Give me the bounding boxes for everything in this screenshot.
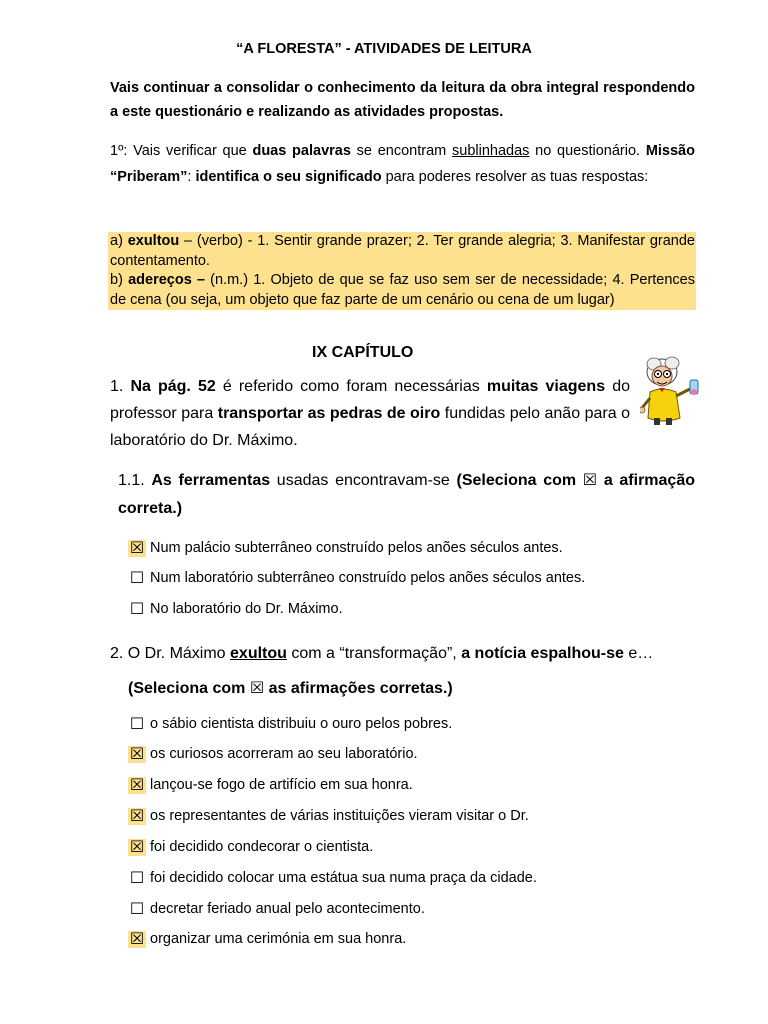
checked-box-icon[interactable]: ☒ [129, 808, 145, 825]
q2-option[interactable] [128, 929, 406, 949]
q2-option[interactable] [128, 744, 418, 764]
empty-box-icon[interactable]: ☐ [129, 601, 145, 618]
option-label: foi decidido condecorar o cientista. [150, 839, 374, 855]
empty-box-icon[interactable]: ☐ [129, 901, 145, 918]
q1-page-ref: Na pág. 52 [130, 378, 216, 395]
checked-box-icon[interactable]: ☒ [129, 839, 145, 856]
q11-option[interactable] [128, 599, 343, 619]
checked-box-icon[interactable]: ☒ [129, 931, 145, 948]
option-label: No laboratório do Dr. Máximo. [150, 601, 343, 617]
q2-option[interactable] [128, 837, 373, 857]
q11-option[interactable] [128, 568, 585, 588]
empty-box-icon[interactable]: ☐ [129, 870, 145, 887]
option-label: os representantes de várias instituições vieram visitar o Dr. [150, 808, 529, 824]
q1-text-c: é referido como foram necessárias [215, 378, 487, 395]
q11-option[interactable] [128, 538, 563, 558]
empty-box-icon[interactable]: ☐ [129, 570, 145, 587]
question-2 [110, 643, 653, 665]
q1-text-g: fundidas pelo anão para o laboratório do Dr. Máximo. [110, 405, 631, 449]
definition-aderecos [110, 271, 695, 310]
q1-text-e: do professor para [110, 378, 630, 422]
option-label: o sábio cientista distribuiu o ouro pelos pobres. [150, 716, 453, 732]
chapter-heading: IX CAPÍTULO [312, 344, 414, 361]
def-b-prefix: b) [110, 272, 129, 288]
option-label: Num laboratório subterrâneo construído pelos anões séculos antes. [150, 570, 586, 586]
option-label: foi decidido colocar uma estátua sua numa praça da cidade. [150, 870, 537, 886]
p1-identify: identifica o seu significado [195, 168, 382, 185]
option-label: decretar feriado anual pelo acontecimento. [150, 901, 425, 917]
scientist-illustration [640, 352, 710, 427]
q2-option[interactable] [128, 775, 413, 795]
option-label: os curiosos acorreram ao seu laboratório. [150, 746, 418, 762]
checked-box-icon[interactable]: ☒ [129, 746, 145, 763]
q2-text-a: 2. O Dr. Máximo [110, 645, 231, 662]
p1-text-i: para poderes resolver as tuas respostas: [381, 168, 649, 185]
intro-paragraph: Vais continuar a consolidar o conhecimento da leitura da obra integral respondendo a este questionário e realizando as atividades propostas. [110, 80, 695, 120]
def-a-prefix: a) [110, 233, 128, 249]
q2-option[interactable] [128, 868, 537, 888]
p1-two-words: duas palavras [252, 143, 351, 159]
p1-text-c: se encontram [350, 143, 452, 159]
p1-text-e: no questionário. [529, 143, 646, 159]
q2-news-spread: a notícia espalhou-se [461, 645, 624, 662]
q2-option[interactable] [128, 899, 425, 919]
q1-many-trips: muitas viagens [486, 378, 606, 395]
def-a-text: – (verbo) - 1. Sentir grande prazer; 2. Ter grande alegria; 3. Manifestar grande contentamento. [110, 233, 695, 269]
p1-mission: Missão “Priberam” [110, 143, 695, 185]
def-b-text: (n.m.) 1. Objeto de que se faz uso sem ser de necessidade; 4. Pertences de cena (ou seja, um objeto que faz parte de um cenário ou cena de um lugar) [110, 272, 695, 308]
q2-option[interactable] [128, 806, 529, 826]
p1-text-a: 1º: Vais verificar que [110, 143, 253, 159]
q2-text-e: e… [623, 645, 654, 662]
option-label: organizar uma cerimónia em sua honra. [150, 931, 407, 947]
q2-text-c: com a “transformação”, [286, 645, 462, 662]
question-1-1 [118, 467, 695, 523]
option-label: Num palácio subterrâneo construído pelos anões séculos antes. [150, 540, 563, 556]
checked-box-icon[interactable]: ☒ [129, 540, 145, 557]
q1-number: 1. [110, 378, 131, 395]
q2-exultou: exultou [230, 645, 287, 662]
empty-box-icon[interactable]: ☐ [129, 716, 145, 733]
p1-underlined: sublinhadas [452, 143, 530, 159]
page-title: “A FLORESTA” - ATIVIDADES DE LEITURA [236, 41, 532, 57]
q11-number: 1.1. [118, 472, 152, 489]
p1-colon: : [187, 168, 196, 185]
q11-text-c: usadas encontravam-se [270, 472, 457, 489]
question-1 [110, 373, 630, 454]
q2-option[interactable] [128, 714, 452, 734]
definition-exultou [110, 232, 695, 271]
def-b-word: adereços – [128, 272, 205, 288]
q11-tools: As ferramentas [151, 472, 271, 489]
checked-box-icon[interactable]: ☒ [129, 777, 145, 794]
instruction-paragraph [110, 139, 695, 190]
option-label: lançou-se fogo de artifício em sua honra. [150, 777, 413, 793]
q11-instruction: (Seleciona com ☒ a afirmação correta.) [118, 472, 696, 517]
q1-transport: transportar as pedras de oiro [217, 405, 441, 422]
q2-instruction: (Seleciona com ☒ as afirmações corretas.) [128, 680, 453, 697]
definitions-box [108, 232, 696, 310]
def-a-word: exultou [127, 233, 180, 249]
